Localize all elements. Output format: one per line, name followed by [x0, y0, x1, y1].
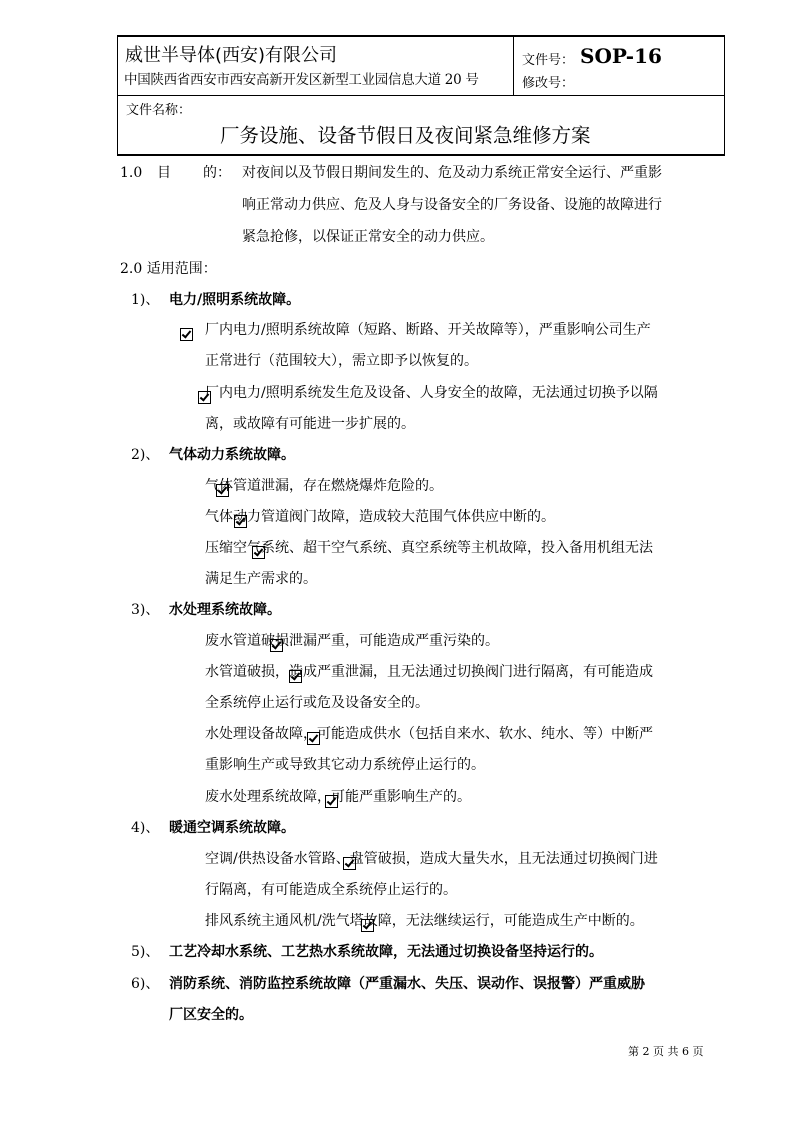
section-number: 2)、 [131, 447, 160, 463]
purpose-line: 响正常动力供应、危及人身与设备安全的厂务设备、设施的故障进行 [242, 197, 662, 213]
section-title: 暖通空调系统故障。 [169, 820, 295, 836]
list-item: 正常进行（范围较大），需立即予以恢复的。 [205, 353, 478, 369]
list-item: 重影响生产或导致其它动力系统停止运行的。 [205, 757, 485, 773]
list-item: 空调/供热设备水管路、盘管破损，造成大量失水，且无法通过切换阀门进 [205, 851, 658, 867]
list-item: 水处理设备故障，可能造成供水（包括自来水、软水、纯水、等）中断严 [205, 726, 653, 742]
list-item: 满足生产需求的。 [205, 571, 317, 587]
list-item: 气体管道泄漏，存在燃烧爆炸危险的。 [205, 478, 443, 494]
purpose-line: 紧急抢修，以保证正常安全的动力供应。 [242, 229, 494, 245]
section-title: 电力/照明系统故障。 [169, 292, 301, 308]
section-title: 气体动力系统故障。 [169, 447, 295, 463]
list-item: 全系统停止运行或危及设备安全的。 [205, 695, 429, 711]
section-number: 1)、 [131, 292, 160, 308]
list-item: 水管道破损，造成严重泄漏，且无法通过切换阀门进行隔离，有可能造成 [205, 664, 653, 680]
purpose-label-b: 的： [203, 165, 231, 181]
purpose-number: 1.0 [120, 165, 143, 181]
list-item: 行隔离，有可能造成全系统停止运行的。 [205, 882, 457, 898]
section-number: 6)、 [131, 976, 160, 992]
section-number: 3)、 [131, 602, 160, 618]
list-item: 厂内电力/照明系统故障（短路、断路、开关故障等），严重影响公司生产 [205, 322, 651, 338]
list-item: 气体动力管道阀门故障，造成较大范围气体供应中断的。 [205, 509, 555, 525]
company-name: 威世半导体(西安)有限公司 [125, 45, 338, 66]
section-title: 水处理系统故障。 [169, 602, 281, 618]
doc-no-label: 文件号： [522, 53, 575, 68]
company-address: 中国陕西省西安市西安高新开发区新型工业园信息大道 20 号 [124, 72, 479, 88]
file-name-label: 文件名称： [126, 103, 192, 118]
page-number: 第 2 页 共 6 页 [628, 1045, 704, 1058]
section-number: 4)、 [131, 820, 160, 836]
list-item: 排风系统主通风机/洗气塔故障，无法继续运行，可能造成生产中断的。 [205, 913, 644, 929]
section-number: 5)、 [131, 944, 160, 960]
section-title: 消防系统、消防监控系统故障（严重漏水、失压、误动作、误报警）严重威胁 [169, 976, 645, 992]
rev-label: 修改号： [522, 76, 575, 91]
checkbox-checked-icon [180, 328, 193, 341]
purpose-line: 对夜间以及节假日期间发生的、危及动力系统正常安全运行、严重影 [242, 165, 662, 181]
section-title-continued: 厂区安全的。 [169, 1007, 253, 1023]
list-item: 废水管道破损泄漏严重，可能造成严重污染的。 [205, 633, 499, 649]
document-title: 厂务设施、设备节假日及夜间紧急维修方案 [220, 124, 591, 147]
scope-heading: 2.0 适用范围： [120, 261, 217, 277]
list-item: 压缩空气系统、超干空气系统、真空系统等主机故障，投入备用机组无法 [205, 540, 653, 556]
list-item: 厂内电力/照明系统发生危及设备、人身安全的故障，无法通过切换予以隔 [205, 385, 658, 401]
doc-no: SOP-16 [580, 44, 662, 68]
purpose-label-a: 目 [157, 165, 171, 181]
list-item: 离，或故障有可能进一步扩展的。 [205, 416, 415, 432]
list-item: 废水处理系统故障，可能严重影响生产的。 [205, 789, 471, 805]
section-title: 工艺冷却水系统、工艺热水系统故障，无法通过切换设备坚持运行的。 [169, 944, 603, 960]
